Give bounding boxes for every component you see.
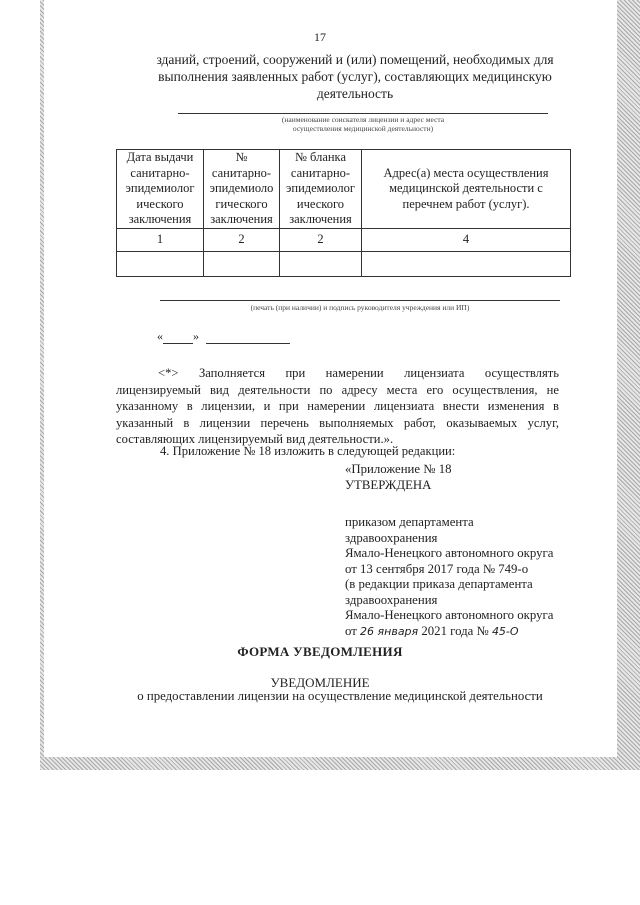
- footnote-line: лицензируемый вид деятельности по адресу места его осуществления, не: [116, 382, 559, 397]
- notice-subtitle: о предоставлении лицензии на осуществление медицинской деятельности: [137, 689, 543, 703]
- applicant-caption-line: осуществления медицинской деятельности): [292, 124, 434, 133]
- applicant-caption-line: (наименование соискателя лицензии и адрес места: [281, 115, 445, 124]
- table-header-cell: № санитарно-эпидемиоло гического заключения: [204, 150, 280, 229]
- intro-line: деятельность: [316, 86, 394, 101]
- applicant-line: [178, 113, 548, 114]
- approval-date-line: [345, 624, 553, 640]
- sanitary-conclusions-table: [116, 149, 571, 277]
- signature-caption: (печать (при наличии) и подпись руководителя учреждения или ИП): [250, 303, 470, 312]
- footnote-line: <*> Заполняется при намерении лицензиата осуществлять: [158, 366, 559, 380]
- item-4-text: 4. Приложение № 18 изложить в следующей редакции:: [160, 444, 456, 458]
- notice-title: УВЕДОМЛЕНИЕ: [270, 675, 370, 690]
- form-title: ФОРМА УВЕДОМЛЕНИЯ: [237, 644, 403, 659]
- table-cell: [280, 251, 362, 276]
- table-cell: 1: [117, 228, 204, 251]
- table-header-cell: Дата выдачи санитарно-эпидемиолог ического заключения: [117, 150, 204, 229]
- table-cell: 2: [204, 228, 280, 251]
- table-header-row: [117, 150, 571, 229]
- approval-line: Ямало-Ненецкого автономного округа: [345, 546, 554, 560]
- date-middle: 2021 года №: [421, 623, 489, 638]
- page-number: 17: [314, 30, 326, 44]
- intro-paragraph: [150, 51, 560, 102]
- intro-line: зданий, строений, сооружений и (или) помещений, необходимых для: [156, 52, 554, 67]
- approval-block: [345, 462, 553, 639]
- scan-border-bottom: [40, 757, 640, 770]
- approval-line: от 13 сентября 2017 года № 749-о: [345, 561, 529, 576]
- appendix-label: «Приложение № 18: [345, 462, 452, 476]
- table-cell: 4: [362, 228, 571, 251]
- footnote-line: указанный в лицензии перечень выполняемых работ, оказываемых услуг,: [116, 415, 559, 430]
- footnote-line: составляющих лицензируемый вид деятельности.».: [116, 432, 394, 446]
- day-blank: [163, 331, 193, 344]
- approval-line: приказом департамента: [345, 515, 474, 529]
- table-row: [117, 251, 571, 276]
- table-cell: 2: [280, 228, 362, 251]
- table-number-row: [117, 228, 571, 251]
- approved-label: УТВЕРЖДЕНА: [345, 477, 432, 492]
- table-header-cell: Адрес(а) места осуществления медицинской деятельности с перечнем работ (услуг).: [362, 150, 571, 229]
- table-cell: [204, 251, 280, 276]
- date-field: [157, 329, 290, 344]
- footnote-line: указанному в лицензии, и при намерении лицензиата внести изменения в: [116, 399, 559, 413]
- handwritten-date: 26 января: [360, 624, 419, 638]
- applicant-caption: [178, 115, 548, 133]
- table-header-cell: № бланка санитарно-эпидемиолог ического заключения: [280, 150, 362, 229]
- intro-line: выполнения заявленных работ (услуг), составляющих медицинскую: [158, 69, 552, 84]
- date-prefix: от: [345, 623, 357, 638]
- approval-line: (в редакции приказа департамента: [345, 577, 533, 591]
- table-cell: [117, 251, 204, 276]
- approval-line: здравоохранения: [345, 530, 438, 545]
- month-blank: [206, 331, 290, 344]
- footnote-paragraph: [116, 365, 559, 448]
- date-quote-open: «: [157, 329, 163, 343]
- table-cell: [362, 251, 571, 276]
- date-quote-close: »: [193, 329, 199, 343]
- approval-line: здравоохранения: [345, 592, 438, 607]
- approval-line: Ямало-Ненецкого автономного округа: [345, 608, 554, 622]
- signature-line: [160, 300, 560, 301]
- handwritten-number: 45-О: [491, 624, 519, 638]
